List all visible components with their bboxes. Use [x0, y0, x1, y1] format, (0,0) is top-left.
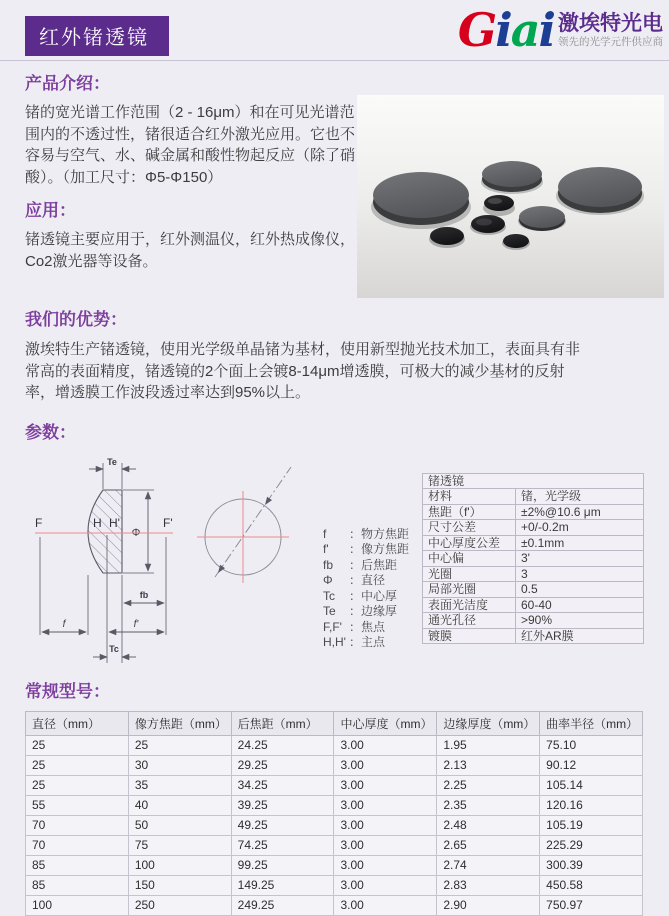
spec-table-title: 锗透镜 — [423, 473, 644, 489]
models-cell: 75.10 — [540, 735, 643, 755]
legend-row — [323, 620, 409, 636]
models-cell: 2.48 — [437, 815, 540, 835]
page-title: 红外锗透镜 — [25, 16, 169, 56]
spec-row-value: ±2%@10.6 μm — [516, 504, 644, 520]
legend-description: ：主点 — [349, 635, 386, 649]
models-column-header: 像方焦距（mm） — [128, 711, 231, 735]
spec-row-value: 60-40 — [516, 597, 644, 613]
legend-symbol: fb — [323, 557, 334, 572]
diagram-legend — [323, 527, 409, 651]
legend-symbol: Φ — [323, 573, 333, 587]
legend-description: ：边缘厚 — [349, 604, 398, 618]
diagram-label-f: f — [62, 618, 66, 630]
legend-row — [323, 527, 409, 543]
models-cell: 120.16 — [540, 795, 643, 815]
models-cell: 2.65 — [437, 835, 540, 855]
advantage-body: 激埃特生产锗透镜，使用光学级单晶锗为基材，使用新型抛光技术加工，表面具有非常高的表面精度，锗透镜的2个面上会镀8-14μm增透膜，可极大的减少基材的反射率，增透膜工作波段透过率达到95%以上。 — [25, 341, 581, 401]
models-cell: 29.25 — [231, 755, 334, 775]
models-column-header: 后焦距（mm） — [231, 711, 334, 735]
spec-row-label: 材料 — [423, 489, 516, 505]
legend-description: ：直径 — [349, 573, 386, 587]
models-column-header: 曲率半径（mm） — [540, 711, 643, 735]
intro-body: 锗的宽光谱工作范围（2 - 16μm）和在可见光谱范围内的不透过性，锗很适合红外激光应用。它也不容易与空气、水、碱金属和酸性物起反应（除了硝酸）。（加工尺寸：Φ5-Φ150） — [25, 104, 356, 186]
models-cell: 49.25 — [231, 815, 334, 835]
models-cell: 750.97 — [540, 895, 643, 915]
legend-description: ：像方焦距 — [349, 542, 410, 556]
models-table — [25, 711, 643, 916]
models-heading: 常规型号： — [25, 681, 110, 701]
legend-description: ：焦点 — [349, 619, 386, 634]
models-row — [26, 815, 643, 835]
models-cell: 74.25 — [231, 835, 334, 855]
models-cell: 100 — [26, 895, 129, 915]
logo-giai-wordmark — [458, 2, 554, 58]
models-cell: 30 — [128, 755, 231, 775]
models-cell: 70 — [26, 815, 129, 835]
logo-letter: i — [538, 3, 554, 57]
models-cell: 3.00 — [334, 775, 437, 795]
spec-row-label: 尺寸公差 — [423, 520, 516, 536]
brand-logo — [458, 2, 663, 58]
logo-letter: a — [510, 3, 539, 57]
models-row — [26, 775, 643, 795]
models-cell: 39.25 — [231, 795, 334, 815]
models-row — [26, 875, 643, 895]
spec-row-label: 中心厚度公差 — [423, 535, 516, 551]
models-cell: 2.25 — [437, 775, 540, 795]
legend-row — [323, 589, 409, 605]
models-cell: 70 — [26, 835, 129, 855]
models-column-header: 边缘厚度（mm） — [437, 711, 540, 735]
spec-row-value: >90% — [516, 613, 644, 629]
models-cell: 300.39 — [540, 855, 643, 875]
models-cell: 25 — [26, 735, 129, 755]
models-cell: 85 — [26, 855, 129, 875]
legend-symbol: f' — [323, 542, 329, 556]
legend-row — [323, 558, 409, 574]
diagram-label-phi: Φ — [131, 526, 141, 539]
models-cell: 100 — [128, 855, 231, 875]
models-row — [26, 835, 643, 855]
diagram-label-fb: fb — [139, 589, 149, 600]
diagram-label-F2: F' — [163, 515, 173, 530]
parameters-heading: 参数： — [25, 422, 76, 442]
models-cell: 149.25 — [231, 875, 334, 895]
models-cell: 99.25 — [231, 855, 334, 875]
models-cell: 34.25 — [231, 775, 334, 795]
models-row — [26, 795, 643, 815]
models-row — [26, 895, 643, 915]
spec-row-value: +0/-0.2m — [516, 520, 644, 536]
models-cell: 450.58 — [540, 875, 643, 895]
lens-diagram — [25, 445, 321, 670]
models-cell: 50 — [128, 815, 231, 835]
models-cell: 25 — [26, 755, 129, 775]
spec-row — [423, 628, 644, 644]
spec-table — [422, 473, 644, 645]
legend-description: ：后焦距 — [349, 557, 398, 572]
logo-brand-name: 激埃特光电 — [558, 12, 663, 35]
models-cell: 3.00 — [334, 755, 437, 775]
models-cell: 250 — [128, 895, 231, 915]
models-cell: 2.74 — [437, 855, 540, 875]
spec-row — [423, 582, 644, 598]
models-cell: 2.90 — [437, 895, 540, 915]
spec-row — [423, 551, 644, 567]
models-cell: 105.19 — [540, 815, 643, 835]
spec-row-label: 通光孔径 — [423, 613, 516, 629]
logo-letter: G — [457, 3, 496, 57]
models-cell: 3.00 — [334, 875, 437, 895]
spec-row-value: 0.5 — [516, 582, 644, 598]
legend-row — [323, 542, 409, 558]
legend-description: ：中心厚 — [349, 588, 398, 603]
models-row — [26, 735, 643, 755]
legend-row — [323, 573, 409, 589]
models-cell: 40 — [128, 795, 231, 815]
legend-symbol: Tc — [323, 588, 335, 603]
spec-row-label: 镀膜 — [423, 628, 516, 644]
models-cell: 3.00 — [334, 735, 437, 755]
models-cell: 225.29 — [540, 835, 643, 855]
models-cell: 3.00 — [334, 895, 437, 915]
legend-symbol: f — [323, 526, 327, 541]
legend-symbol: Te — [323, 604, 336, 618]
models-header-row — [26, 711, 643, 735]
spec-row — [423, 489, 644, 505]
diagram-label-f2: f' — [133, 618, 139, 630]
spec-row-label: 焦距（f'） — [423, 504, 516, 520]
spec-row-value: 3' — [516, 551, 644, 567]
legend-description: ：物方焦距 — [349, 526, 410, 541]
germanium-lenses-image — [357, 95, 664, 298]
models-column-header: 中心厚度（mm） — [334, 711, 437, 735]
spec-row-value: ±0.1mm — [516, 535, 644, 551]
intro-heading: 产品介绍： — [25, 74, 110, 93]
diagram-label-F: F — [35, 515, 43, 530]
models-row — [26, 855, 643, 875]
models-cell: 35 — [128, 775, 231, 795]
models-cell: 249.25 — [231, 895, 334, 915]
application-heading: 应用： — [25, 201, 76, 220]
spec-row-label: 表面光洁度 — [423, 597, 516, 613]
logo-tagline: 领先的光学元件供应商 — [558, 36, 663, 48]
models-cell: 3.00 — [334, 795, 437, 815]
models-cell: 2.35 — [437, 795, 540, 815]
logo-text-block — [558, 12, 663, 49]
spec-row-label: 局部光圈 — [423, 582, 516, 598]
models-cell: 25 — [26, 775, 129, 795]
models-cell: 85 — [26, 875, 129, 895]
spec-row-label: 中心偏 — [423, 551, 516, 567]
models-cell: 90.12 — [540, 755, 643, 775]
diagram-label-tc: Tc — [109, 643, 119, 654]
models-column-header: 直径（mm） — [26, 711, 129, 735]
models-cell: 1.95 — [437, 735, 540, 755]
spec-row-label: 光圈 — [423, 566, 516, 582]
diagram-label-H: H — [93, 515, 102, 530]
spec-title-row — [423, 473, 644, 489]
advantage-heading: 我们的优势： — [25, 310, 127, 329]
spec-row — [423, 597, 644, 613]
models-cell: 2.83 — [437, 875, 540, 895]
legend-symbol: F,F' — [323, 619, 342, 634]
page-header — [0, 0, 669, 61]
spec-row — [423, 535, 644, 551]
models-cell: 75 — [128, 835, 231, 855]
product-photo — [357, 95, 664, 298]
diagram-label-H2: H' — [109, 515, 120, 530]
legend-row — [323, 635, 409, 651]
models-cell: 3.00 — [334, 815, 437, 835]
legend-symbol: H,H' — [323, 635, 346, 649]
models-cell: 3.00 — [334, 835, 437, 855]
models-cell: 2.13 — [437, 755, 540, 775]
models-cell: 25 — [128, 735, 231, 755]
spec-row — [423, 520, 644, 536]
diagram-label-te: Te — [107, 456, 117, 467]
legend-row — [323, 604, 409, 620]
spec-row — [423, 504, 644, 520]
models-cell: 105.14 — [540, 775, 643, 795]
spec-row-value: 3 — [516, 566, 644, 582]
logo-letter: i — [495, 3, 511, 57]
models-cell: 24.25 — [231, 735, 334, 755]
spec-row-value: 红外AR膜 — [516, 628, 644, 644]
spec-row-value: 锗，光学级 — [516, 489, 644, 505]
application-body: 锗透镜主要应用于，红外测温仪，红外热成像仪，Co2激光器等设备。 — [25, 231, 356, 270]
models-cell: 3.00 — [334, 855, 437, 875]
spec-row — [423, 613, 644, 629]
spec-row — [423, 566, 644, 582]
models-cell: 55 — [26, 795, 129, 815]
models-row — [26, 755, 643, 775]
models-cell: 150 — [128, 875, 231, 895]
